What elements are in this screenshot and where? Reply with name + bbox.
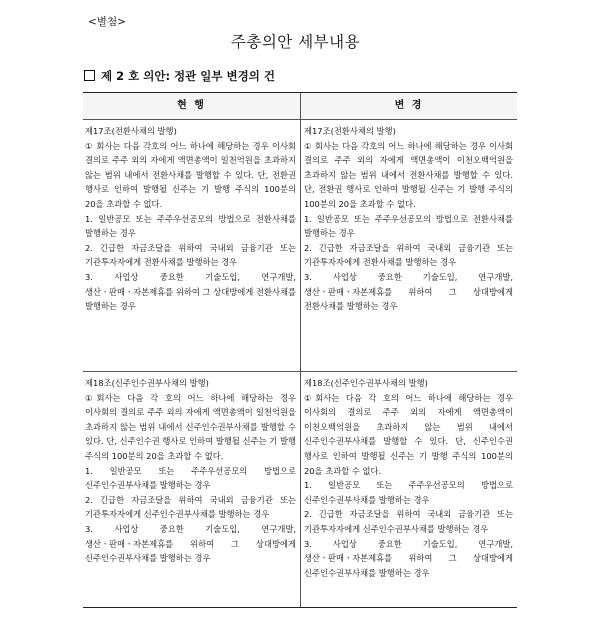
article-paragraph: ①회사는 다음 각 호의 어느 하나에 해당하는 경우 이사회의 결의로 주주 외의 자에게 액면총액이 일천억원을 초과하지 않는 범위 내에서 신주인수권부사채를 발행할 수 있다. 단, 신주인수권 행사로 인하여 발행될 신주는 기 발행 주식의 100분의 20을 초과할 수 없다. (85, 392, 296, 461)
table-cell-current-article18 (85, 376, 296, 604)
article-item: 2. 긴급한 자금조달을 위하여 국내외 금융기관 또는 기관투자자에게 신주인수권부사채를 발행하는 경우 (304, 509, 513, 534)
checkbox-square-icon (84, 70, 95, 81)
table-cell-changed-article18 (304, 376, 513, 604)
article-item: 3. 사업상 중요한 기술도입, 연구개발, 생산ㆍ판매ㆍ자본제휴를 위하여 그 상대방에게 전환사채를 발행하는 경우 (85, 271, 296, 312)
article-item: 2. 긴급한 자금조달을 위하여 국내외 금융기관 또는 기관투자자에게 전환사채를 발행하는 경우 (85, 242, 296, 268)
attachment-label: <별첨> (88, 16, 126, 28)
article-item: 1. 일반공모 또는 주주우선공모의 방법으로 전환사채를 발행하는 경우 (85, 213, 296, 239)
article-heading: 제17조(전환사채의 발행) (304, 126, 396, 136)
article-item: 3. 사업상 중요한 기술도입, 연구개발, 생산ㆍ판매ㆍ자본제휴를 위하여 그 상대방에게 전환사채를 발행하는 경우 (304, 271, 513, 312)
article-paragraph: ① 회사는 다음 각호의 어느 하나에 해당하는 경우 이사회 결의로 주주 외의 자에게 액면총액이 이천오백억원을 초과하지 않는 범위 내에서 전환사채를 발행할 수 있다. 단, 전환권 행사로 인하여 발행될 신주는 기 발행 주식의 100분의 20을 초과할 수 없다. (304, 140, 513, 209)
row-divider (83, 371, 517, 372)
article-item: 1. 일반공모 또는 주주우선공모의 방법으로 신주인수권부사채를 발행하는 경우 (304, 480, 513, 505)
section-title (84, 68, 275, 84)
article-item: 1. 일반공모 또는 주주우선공모의 방법으로 전환사채를 발행하는 경우 (304, 213, 513, 239)
document-title: 주총의안 세부내용 (230, 33, 361, 51)
article-item: 3. 사업상 중요한 기술도입, 연구개발, 생산ㆍ판매ㆍ자본제휴를 위하여 그 상대방에게 신주인수권부사채를 발행하는 경우 (304, 538, 513, 578)
article-item: 2. 긴급한 자금조달을 위하여 국내외 금융기관 또는 기관투자자에게 전환사채를 발행하는 경우 (304, 242, 513, 268)
section-title-text: 제 2 호 의안: 정관 일부 변경의 건 (101, 69, 275, 83)
amendment-table (83, 92, 517, 608)
table-cell-current-article17 (85, 124, 296, 369)
article-heading: 제18조(신주인수권부사채의 발행) (85, 378, 209, 388)
table-header-current: 현 행 (83, 93, 300, 120)
table-header-changed: 변 경 (301, 93, 517, 120)
article-heading: 제17조(전환사채의 발행) (85, 126, 177, 136)
article-item: 3. 사업상 중요한 기술도입, 연구개발, 생산ㆍ판매ㆍ자본제휴를 위하여 그 상대방에게 신주인수권부사채를 발행하는 경우 (85, 523, 296, 564)
article-heading: 제18조(신주인수권부사채의 발행) (304, 378, 428, 388)
column-divider (300, 93, 301, 607)
article-item: 1. 일반공모 또는 주주우선공모의 방법으로 신주인수권부사채를 발행하는 경우 (85, 465, 296, 491)
article-paragraph: ① 회사는 다음 각호의 어느 하나에 해당하는 경우 이사회 결의로 주주 외의 자에게 액면총액이 일천억원을 초과하지 않는 범위 내에서 전환사채를 발행할 수 있다. 단, 전환권 행사로 인하여 발행될 신주는 기 발행 주식의 100분의 20을 초과할 수 없다. (85, 140, 296, 209)
article-paragraph: ①회사는 다음 각 호의 어느 하나에 해당하는 경우 이사회의 결의로 주주 외의 자에게 액면총액이 이천오백억원을 초과하지 않는 범위 내에서 신주인수권부사채를 발행할 수 있다. 단, 신주인수권 행사로 인하여 발행될 신주는 기 발행 주식의 100분의 20을 초과할 수 없다. (304, 392, 513, 476)
article-item: 2. 긴급한 자금조달을 위하여 국내외 금융기관 또는 기관투자자에게 신주인수권부사채를 발행하는 경우 (85, 494, 296, 520)
table-cell-changed-article17 (304, 124, 513, 369)
